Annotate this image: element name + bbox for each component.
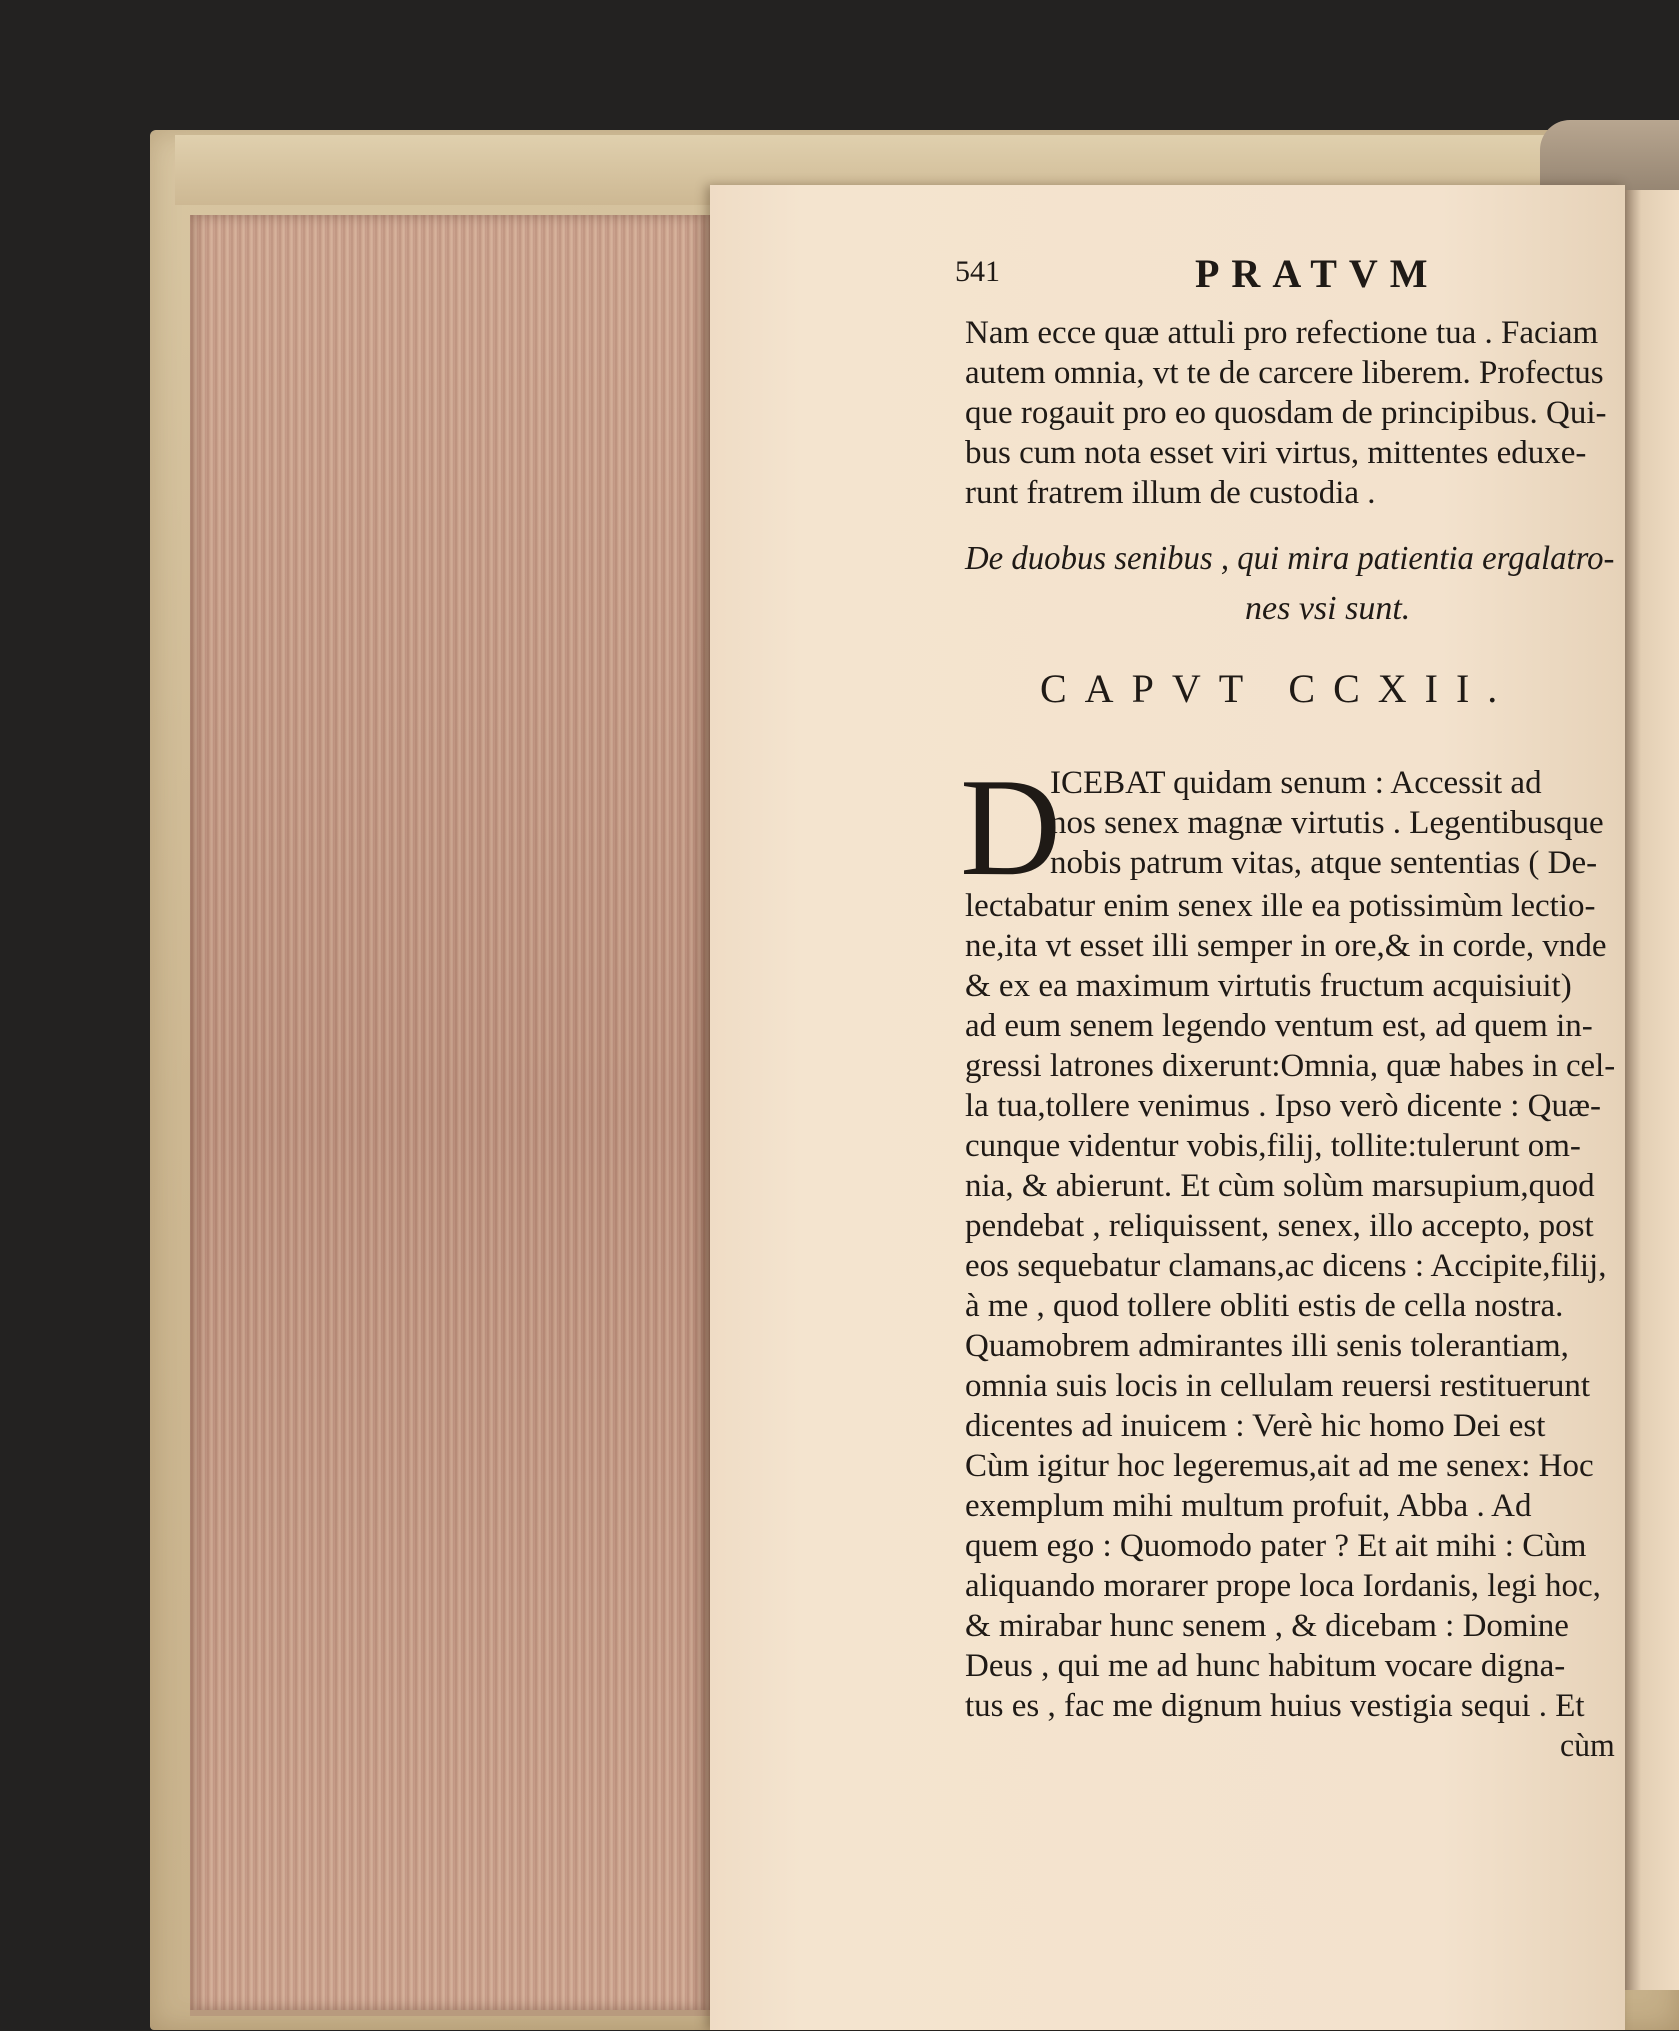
text-line: gressi latrones dixerunt:Omnia, quæ habes in cel-	[965, 1048, 1616, 1084]
running-title: PRATVM	[1195, 251, 1440, 296]
section-heading: De duobus senibus , qui mira patientia ergalatro-	[965, 540, 1615, 577]
text-line: Deus , qui me ad hunc habitum vocare digna-	[965, 1648, 1566, 1684]
text-line: à me , quod tollere obliti estis de cella nostra.	[965, 1288, 1564, 1324]
text-line: runt fratrem illum de custodia .	[965, 475, 1376, 511]
text-line: aliquando morarer prope loca Iordanis, legi hoc,	[965, 1568, 1601, 1604]
text-line: bus cum nota esset viri virtus, mittentes eduxe-	[965, 435, 1587, 471]
text-line: & ex ea maximum virtutis fructum acquisiuit)	[965, 968, 1572, 1004]
text-line: nos senex magnæ virtutis . Legentibusque	[1050, 805, 1604, 841]
facing-page-edge	[1625, 190, 1679, 1990]
page-number: 541	[955, 255, 1000, 288]
text-line: quem ego : Quomodo pater ? Et ait mihi : Cùm	[965, 1528, 1587, 1564]
text-line: cunque videntur vobis,filij, tollite:tulerunt om-	[965, 1128, 1581, 1164]
text-line: autem omnia, vt te de carcere liberem. Profectus	[965, 355, 1604, 391]
page-block-edges	[190, 215, 710, 2016]
text-line: nia, & abierunt. Et cùm solùm marsupium,quod	[965, 1168, 1595, 1204]
text-line: la tua,tollere venimus . Ipso verò dicente : Quæ-	[965, 1088, 1601, 1124]
text-line: ne,ita vt esset illi semper in ore,& in corde, vnde	[965, 928, 1607, 964]
text-line: lectabatur enim senex ille ea potissimùm lectio-	[965, 888, 1596, 924]
text-line: Cùm igitur hoc legeremus,ait ad me senex: Hoc	[965, 1448, 1594, 1484]
chapter-heading: CAPVT CCXII.	[1040, 666, 1516, 711]
drop-capital: D	[960, 750, 1062, 905]
text-line: pendebat , reliquissent, senex, illo accepto, post	[965, 1208, 1594, 1244]
text-line: exemplum mihi multum profuit, Abba . Ad	[965, 1488, 1532, 1524]
text-line: Nam ecce quæ attuli pro refectione tua . Faciam	[965, 315, 1599, 351]
text-line: nobis patrum vitas, atque sententias ( De-	[1050, 845, 1598, 881]
text-line: & mirabar hunc senem , & dicebam : Domine	[965, 1608, 1569, 1644]
text-line: ad eum senem legendo ventum est, ad quem in-	[965, 1008, 1593, 1044]
text-line: omnia suis locis in cellulam reuersi restituerunt	[965, 1368, 1591, 1404]
catchword: cùm	[1560, 1728, 1615, 1764]
text-line: tus es , fac me dignum huius vestigia sequi . Et	[965, 1688, 1585, 1724]
text-line: dicentes ad inuicem : Verè hic homo Dei est	[965, 1408, 1546, 1444]
text-line: ICEBAT quidam senum : Accessit ad	[1050, 765, 1542, 801]
text-line: eos sequebatur clamans,ac dicens : Accipite,filij,	[965, 1248, 1607, 1284]
text-line: que rogauit pro eo quosdam de principibus. Qui-	[965, 395, 1607, 431]
text-line: Quamobrem admirantes illi senis tolerantiam,	[965, 1328, 1569, 1364]
section-heading: nes vsi sunt.	[1245, 590, 1411, 627]
